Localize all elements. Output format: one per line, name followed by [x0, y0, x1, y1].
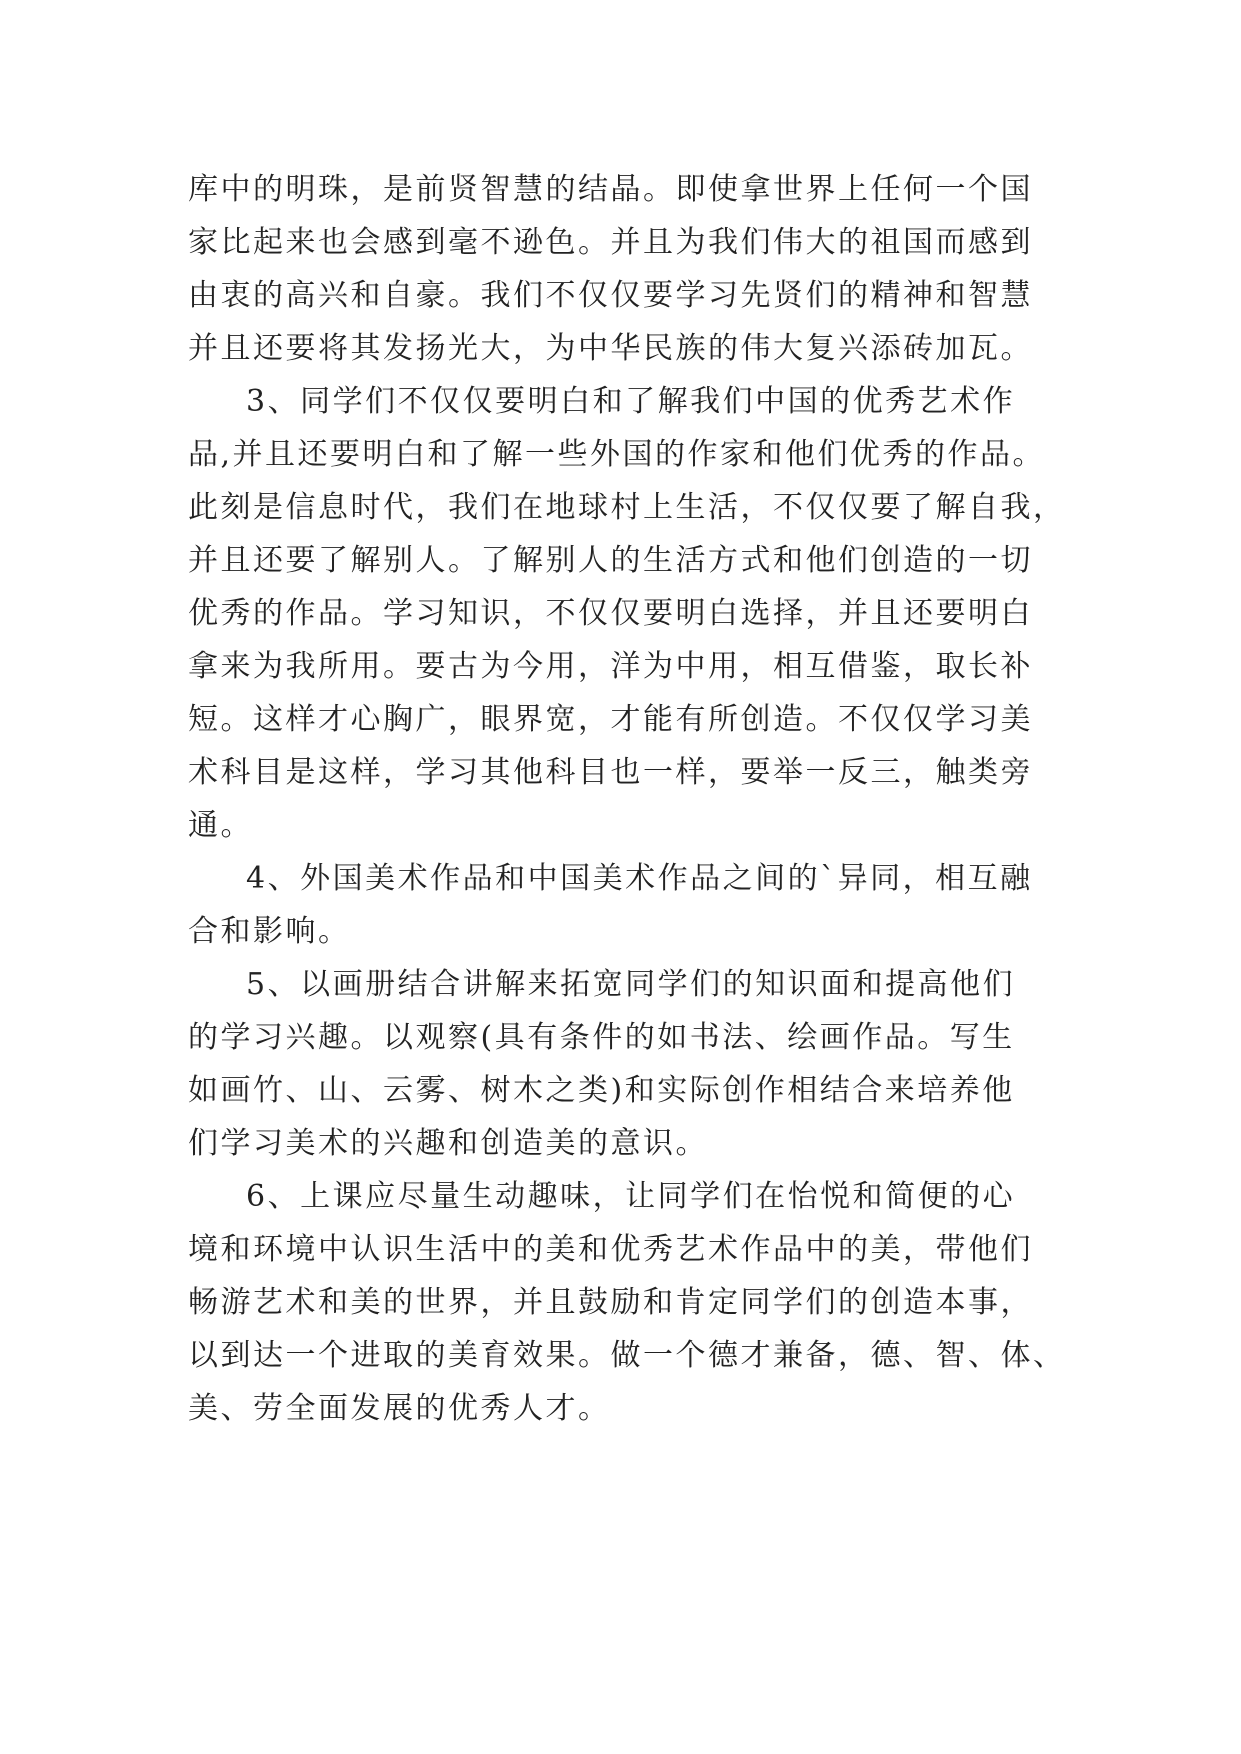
- text-line: 拿来为我所用。要古为今用，洋为中用，相互借鉴，取长补: [188, 649, 1033, 684]
- paragraph-6-first-line: 6、上课应尽量生动趣味，让同学们在怡悦和简便的心: [246, 1179, 1016, 1214]
- text-line: 以到达一个进取的美育效果。做一个德才兼备，德、智、体、: [188, 1338, 1066, 1373]
- text-line: 品,并且还要明白和了解一些外国的作家和他们优秀的作品。: [188, 437, 1046, 472]
- text-line: 畅游艺术和美的世界，并且鼓励和肯定同学们的创造本事，: [188, 1285, 1033, 1320]
- text-line: 术科目是这样，学习其他科目也一样，要举一反三，触类旁: [188, 755, 1033, 790]
- text-line: 的学习兴趣。以观察(具有条件的如书法、绘画作品。写生: [188, 1020, 1015, 1055]
- body-text: [188, 163, 1078, 1435]
- paragraph-3-first-line: 3、同学们不仅仅要明白和了解我们中国的优秀艺术作: [246, 384, 1016, 419]
- text-line: 们学习美术的兴趣和创造美的意识。: [188, 1126, 708, 1161]
- text-line: 此刻是信息时代，我们在地球村上生活，不仅仅要了解自我，: [188, 490, 1066, 525]
- text-line: 家比起来也会感到毫不逊色。并且为我们伟大的祖国而感到: [188, 225, 1033, 260]
- text-line: 如画竹、山、云雾、树木之类)和实际创作相结合来培养他: [188, 1073, 1015, 1108]
- text-line: 并且还要将其发扬光大，为中华民族的伟大复兴添砖加瓦。: [188, 331, 1033, 366]
- text-line: 由衷的高兴和自豪。我们不仅仅要学习先贤们的精神和智慧: [188, 278, 1033, 313]
- text-line: 并且还要了解别人。了解别人的生活方式和他们创造的一切: [188, 543, 1033, 578]
- text-line: 优秀的作品。学习知识，不仅仅要明白选择，并且还要明白: [188, 596, 1033, 631]
- paragraph-4-first-line: 4、外国美术作品和中国美术作品之间的`异同，相互融: [246, 861, 1033, 896]
- text-line: 短。这样才心胸广，眼界宽，才能有所创造。不仅仅学习美: [188, 702, 1033, 737]
- text-line: 美、劳全面发展的优秀人才。: [188, 1391, 611, 1426]
- text-line: 境和环境中认识生活中的美和优秀艺术作品中的美，带他们: [188, 1232, 1033, 1267]
- text-line: 通。: [188, 808, 253, 843]
- text-line: 合和影响。: [188, 914, 351, 949]
- paragraph-5-first-line: 5、以画册结合讲解来拓宽同学们的知识面和提高他们: [246, 967, 1016, 1002]
- text-line: 库中的明珠，是前贤智慧的结晶。即使拿世界上任何一个国: [188, 172, 1033, 207]
